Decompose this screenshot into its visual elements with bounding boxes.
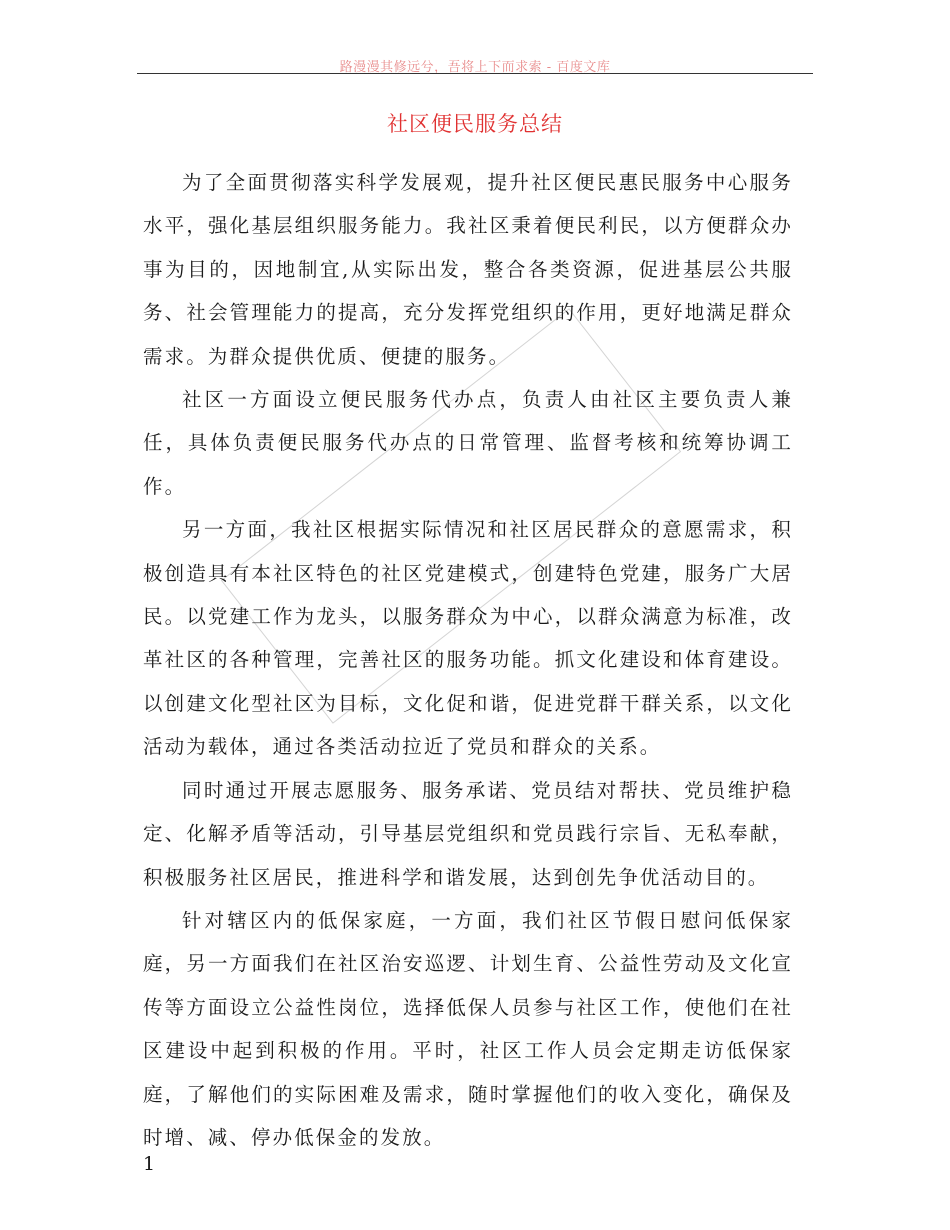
running-header: 路漫漫其修远兮，吾将上下而求索 - 百度文库 bbox=[339, 60, 611, 75]
paragraph: 另一方面，我社区根据实际情况和社区居民群众的意愿需求，积极创造具有本社区特色的社区党建模式，创建特色党建，服务广大居民。以党建工作为龙头，以服务群众为中心，以群众满意为标准，改革社区的各种管理，完善社区的服务功能。抓文化建设和体育建设。以创建文化型社区为目标，文化促和谐，促进党群干群关系，以文化活动为载体，通过各类活动拉近了党员和群众的关系。 bbox=[143, 518, 793, 759]
document-body bbox=[143, 161, 793, 1159]
document-title: 社区便民服务总结 bbox=[387, 112, 563, 136]
header-divider bbox=[137, 73, 813, 74]
paragraph: 针对辖区内的低保家庭，一方面，我们社区节假日慰问低保家庭，另一方面我们在社区治安巡逻、计划生育、公益性劳动及文化宣传等方面设立公益性岗位，选择低保人员参与社区工作，使他们在社区建设中起到积极的作用。平时，社区工作人员会定期走访低保家庭，了解他们的实际困难及需求，随时掌握他们的收入变化，确保及时增、减、停办低保金的发放。 bbox=[143, 908, 793, 1149]
paragraph: 社区一方面设立便民服务代办点，负责人由社区主要负责人兼任，具体负责便民服务代办点的日常管理、监督考核和统筹协调工作。 bbox=[143, 388, 793, 498]
paragraph: 同时通过开展志愿服务、服务承诺、党员结对帮扶、党员维护稳定、化解矛盾等活动，引导基层党组织和党员践行宗旨、无私奉献，积极服务社区居民，推进科学和谐发展，达到创先争优活动目的。 bbox=[143, 778, 793, 889]
page-number: 1 bbox=[143, 1153, 156, 1175]
paragraph: 为了全面贯彻落实科学发展观，提升社区便民惠民服务中心服务水平，强化基层组织服务能力。我社区秉着便民利民，以方便群众办事为目的，因地制宜,从实际出发，整合各类资源，促进基层公共服务、社会管理能力的提高，充分发挥党组织的作用，更好地满足群众需求。为群众提供优质、便捷的服务。 bbox=[143, 171, 793, 368]
